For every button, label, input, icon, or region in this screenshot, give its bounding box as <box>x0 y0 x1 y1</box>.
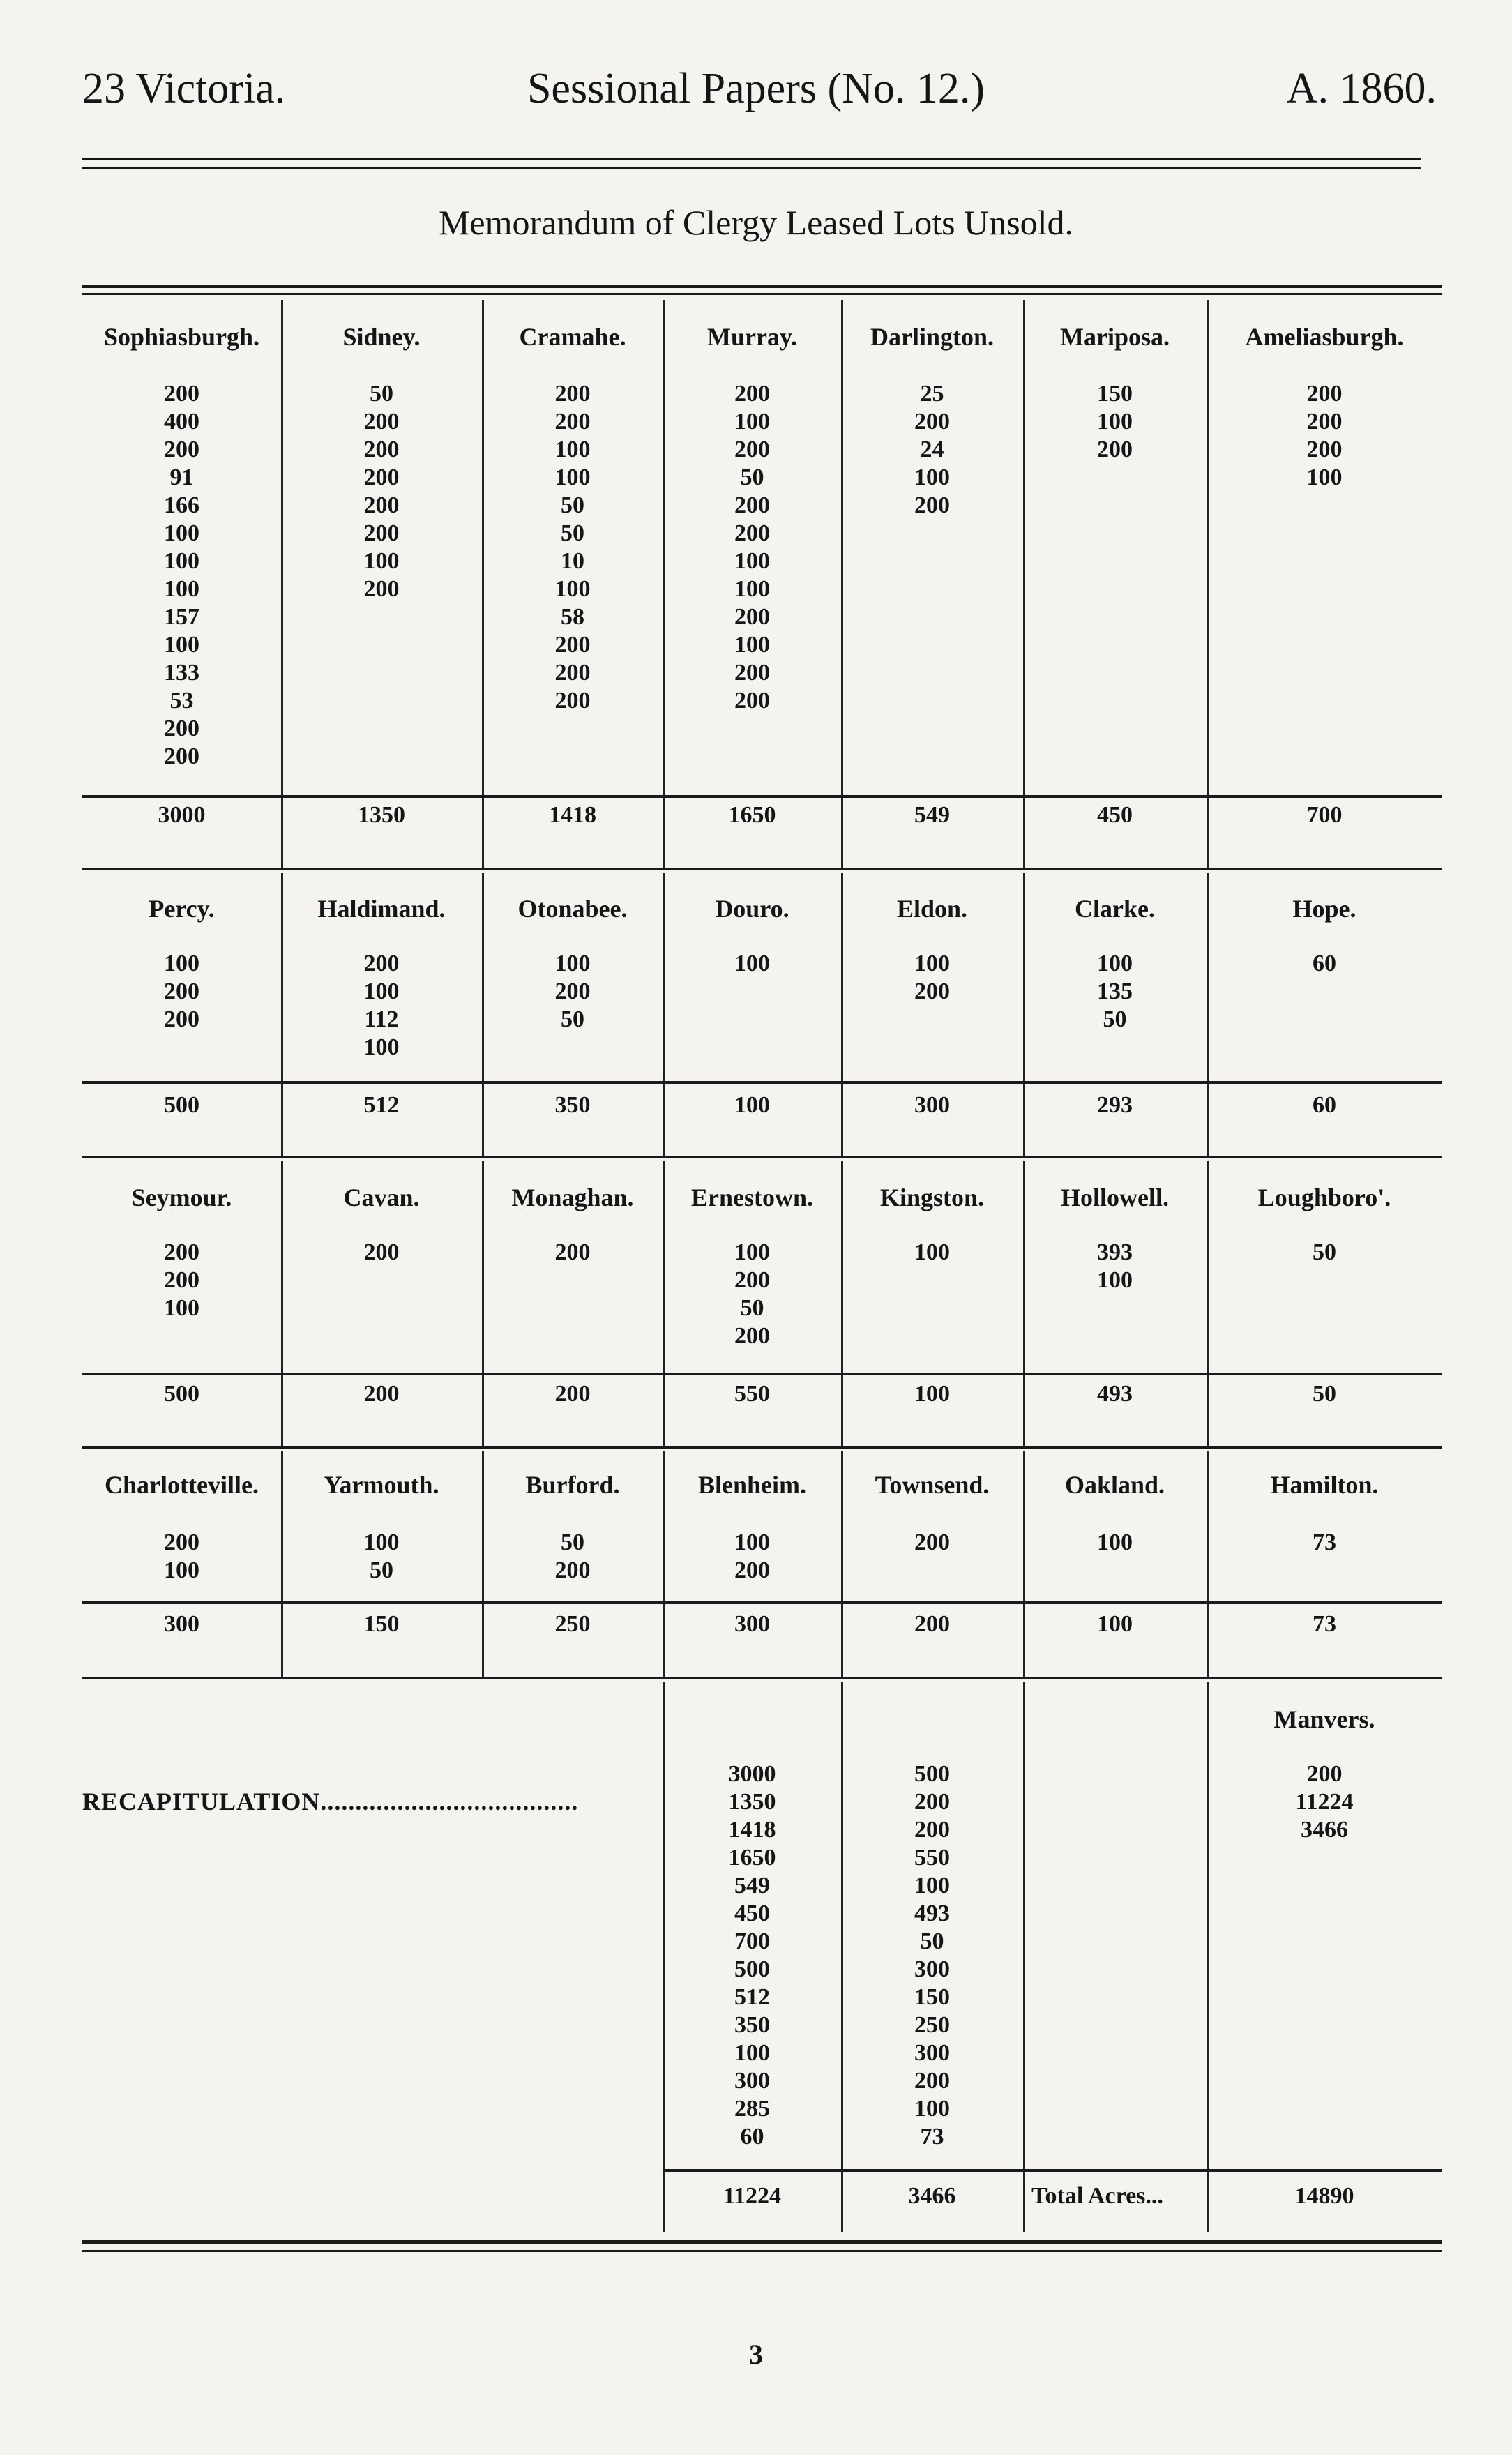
lot-acreage: 200 <box>734 520 770 546</box>
lot-acreage-list <box>841 380 1023 520</box>
township-total: 550 <box>734 1381 770 1407</box>
lot-acreage: 200 <box>734 660 770 686</box>
recap-value: 512 <box>734 1984 770 2010</box>
lot-acreage: 100 <box>554 464 591 490</box>
subtotal-rule <box>82 1373 1442 1375</box>
township-total: 549 <box>914 802 950 828</box>
recap-value-list <box>663 1760 841 2151</box>
recap-value: 1418 <box>728 1817 776 1843</box>
lot-acreage: 200 <box>554 1239 591 1265</box>
township-name: Sidney. <box>342 323 421 351</box>
lot-acreage: 200 <box>164 381 199 407</box>
township-name: Ameliasburgh. <box>1245 323 1404 351</box>
lot-acreage: 73 <box>1313 1529 1336 1555</box>
lot-acreage: 50 <box>1313 1239 1336 1265</box>
recap-value: 300 <box>914 2040 950 2066</box>
block-bottom-rule <box>82 1446 1442 1449</box>
lot-acreage: 100 <box>734 1529 770 1555</box>
township-total: 450 <box>1097 802 1133 828</box>
lot-acreage-list <box>1207 950 1442 978</box>
township-name: Oakland. <box>1064 1471 1165 1499</box>
lot-acreage: 135 <box>1097 979 1133 1004</box>
lot-acreage: 100 <box>164 576 199 602</box>
lot-acreage-list <box>841 1529 1023 1557</box>
lot-acreage: 50 <box>561 492 584 518</box>
recap-value-list <box>841 1760 1023 2151</box>
lot-acreage: 100 <box>164 1557 199 1583</box>
recap-value: 3000 <box>728 1761 776 1787</box>
subtotal-rule <box>82 795 1442 798</box>
lot-acreage: 200 <box>363 437 400 462</box>
lot-acreage-list <box>663 1529 841 1585</box>
township-name: Hamilton. <box>1270 1471 1379 1499</box>
township-name: Blenheim. <box>697 1471 806 1499</box>
recapitulation-label: RECAPITULATION..................................... <box>82 1788 579 1815</box>
lot-acreage: 200 <box>164 1529 199 1555</box>
recap-col2-total: 3466 <box>908 2183 956 2209</box>
recap-value: 1350 <box>728 1789 776 1815</box>
township-name: Charlotteville. <box>105 1471 259 1499</box>
lot-acreage: 100 <box>1097 951 1133 976</box>
lot-acreage: 200 <box>554 1557 591 1583</box>
township-name: Kingston. <box>879 1184 985 1211</box>
recap-value: 250 <box>914 2012 950 2038</box>
lot-acreage: 100 <box>554 951 591 976</box>
lot-acreage-list <box>1207 380 1442 492</box>
lot-acreage: 200 <box>1306 437 1343 462</box>
lot-acreage: 200 <box>1097 437 1133 462</box>
lot-acreage: 100 <box>1097 1529 1133 1555</box>
lot-acreage: 112 <box>364 1006 399 1032</box>
township-total: 300 <box>164 1611 199 1637</box>
recap-value: 450 <box>734 1901 770 1926</box>
lot-acreage: 200 <box>734 437 770 462</box>
lot-acreage-list <box>1207 1239 1442 1267</box>
lot-acreage: 100 <box>1097 409 1133 435</box>
recap-value: 73 <box>920 2124 944 2150</box>
township-name: Burford. <box>525 1471 620 1499</box>
lot-acreage: 100 <box>363 979 400 1004</box>
township-name: Douro. <box>715 895 789 923</box>
recap-value: 700 <box>734 1928 770 1954</box>
lot-acreage: 200 <box>554 632 591 658</box>
lot-acreage: 133 <box>164 660 199 686</box>
total-acres-label: Total Acres... <box>1031 2183 1163 2209</box>
block-bottom-rule <box>82 1677 1442 1679</box>
township-name: Percy. <box>149 895 215 923</box>
lot-acreage: 100 <box>734 632 770 658</box>
lot-acreage: 100 <box>164 632 199 658</box>
header-session: 23 Victoria. <box>82 65 286 112</box>
township-total: 200 <box>363 1381 400 1407</box>
township-total: 1350 <box>358 802 405 828</box>
lot-acreage: 200 <box>1306 381 1343 407</box>
lot-acreage: 100 <box>363 548 400 574</box>
recap-value: 60 <box>740 2124 764 2150</box>
lot-acreage: 200 <box>554 381 591 407</box>
lot-acreage-list <box>1023 1529 1207 1557</box>
lot-acreage-list <box>82 380 281 771</box>
manvers-value: 200 <box>1306 1761 1343 1787</box>
recap-value: 493 <box>914 1901 950 1926</box>
lot-acreage: 200 <box>164 1267 199 1293</box>
township-name: Loughboro'. <box>1257 1184 1391 1211</box>
township-name: Seymour. <box>131 1184 232 1211</box>
lot-acreage-list <box>281 950 482 1062</box>
recap-value: 200 <box>914 1789 950 1815</box>
lot-acreage-list <box>482 1529 663 1585</box>
lot-acreage: 200 <box>914 979 950 1004</box>
township-name: Eldon. <box>896 895 968 923</box>
lot-acreage: 100 <box>363 1034 400 1060</box>
lot-acreage-list <box>482 380 663 715</box>
lot-acreage-list <box>482 950 663 1034</box>
lot-acreage: 100 <box>554 576 591 602</box>
township-total: 73 <box>1313 1611 1336 1637</box>
lot-acreage-list <box>841 1239 1023 1267</box>
lot-acreage: 50 <box>561 1529 584 1555</box>
lot-acreage: 200 <box>734 1323 770 1349</box>
lot-acreage-list <box>82 1529 281 1585</box>
township-total: 493 <box>1097 1381 1133 1407</box>
lot-acreage: 100 <box>1097 1267 1133 1293</box>
lot-acreage: 200 <box>734 688 770 713</box>
township-name: Ernestown. <box>690 1184 813 1211</box>
recap-value: 300 <box>914 1956 950 1982</box>
lot-acreage: 100 <box>164 1295 199 1321</box>
township-name: Monaghan. <box>511 1184 634 1211</box>
lot-acreage: 200 <box>554 660 591 686</box>
township-total: 250 <box>554 1611 591 1637</box>
lot-acreage: 200 <box>363 576 400 602</box>
table-top-rule-2 <box>82 293 1442 295</box>
township-name: Darlington. <box>870 323 994 351</box>
lot-acreage-list <box>482 1239 663 1267</box>
recap-value: 550 <box>914 1845 950 1871</box>
lot-acreage: 200 <box>164 437 199 462</box>
lot-acreage: 100 <box>914 464 950 490</box>
header-title: Sessional Papers (No. 12.) <box>527 65 985 112</box>
lot-acreage: 100 <box>554 437 591 462</box>
recap-value: 200 <box>914 1817 950 1843</box>
lot-acreage: 400 <box>164 409 199 435</box>
township-name: Yarmouth. <box>324 1471 439 1499</box>
lot-acreage-list <box>663 380 841 715</box>
township-name: Clarke. <box>1075 895 1155 923</box>
lot-acreage: 60 <box>1313 951 1336 976</box>
township-total: 500 <box>164 1381 199 1407</box>
lot-acreage: 50 <box>370 1557 393 1583</box>
township-total: 512 <box>363 1092 400 1118</box>
lot-acreage: 50 <box>370 381 393 407</box>
lot-acreage: 200 <box>734 1267 770 1293</box>
lot-acreage-list <box>1023 1239 1207 1294</box>
lot-acreage-list <box>281 1529 482 1585</box>
township-total: 500 <box>164 1092 199 1118</box>
recap-value: 100 <box>734 2040 770 2066</box>
lot-acreage: 200 <box>164 743 199 769</box>
grand-total: 14890 <box>1294 2183 1354 2209</box>
lot-acreage-list <box>82 1239 281 1322</box>
lot-acreage: 200 <box>1306 409 1343 435</box>
township-name: Sophiasburgh. <box>103 323 260 351</box>
table-bottom-rule-2 <box>82 2250 1442 2252</box>
lot-acreage: 166 <box>164 492 199 518</box>
lot-acreage-list <box>1023 380 1207 464</box>
lot-acreage-list <box>1023 950 1207 1034</box>
township-total: 293 <box>1097 1092 1133 1118</box>
lot-acreage: 100 <box>164 951 199 976</box>
recap-value: 500 <box>914 1761 950 1787</box>
subtotal-rule <box>82 1081 1442 1084</box>
lot-acreage-list <box>281 380 482 603</box>
township-total: 100 <box>1097 1611 1133 1637</box>
recap-column-divider <box>1023 1682 1025 2232</box>
township-name: Otonabee. <box>517 895 628 923</box>
lot-acreage: 100 <box>734 548 770 574</box>
recap-value: 1650 <box>728 1845 776 1871</box>
header-year: A. 1860. <box>1286 65 1437 112</box>
lot-acreage-list <box>663 950 841 978</box>
lot-acreage: 100 <box>734 409 770 435</box>
recap-value: 100 <box>914 1873 950 1898</box>
lot-acreage: 157 <box>164 604 199 630</box>
block-bottom-rule <box>82 1156 1442 1158</box>
lot-acreage: 200 <box>164 979 199 1004</box>
township-name: Murray. <box>707 323 797 351</box>
lot-acreage: 150 <box>1097 381 1133 407</box>
recap-value: 285 <box>734 2096 770 2122</box>
township-name: Hollowell. <box>1061 1184 1169 1211</box>
lot-acreage: 200 <box>914 1529 950 1555</box>
township-total: 1650 <box>728 802 776 828</box>
block-bottom-rule <box>82 868 1442 870</box>
lot-acreage: 200 <box>164 1006 199 1032</box>
lot-acreage: 200 <box>363 520 400 546</box>
lot-acreage: 200 <box>164 716 199 741</box>
table-bottom-rule <box>82 2240 1442 2244</box>
township-total: 150 <box>363 1611 400 1637</box>
township-name: Mariposa. <box>1060 323 1170 351</box>
lot-acreage: 200 <box>363 1239 400 1265</box>
lot-acreage: 200 <box>554 409 591 435</box>
lot-acreage: 200 <box>363 464 400 490</box>
lot-acreage: 200 <box>914 492 950 518</box>
lot-acreage: 200 <box>554 688 591 713</box>
lot-acreage-list <box>1207 1529 1442 1557</box>
lot-acreage-list <box>841 950 1023 1006</box>
recap-value: 300 <box>734 2068 770 2094</box>
township-name: Townsend. <box>875 1471 990 1499</box>
recap-total-rule <box>663 2169 1442 2172</box>
recap-value: 100 <box>914 2096 950 2122</box>
lot-acreage: 100 <box>734 1239 770 1265</box>
lot-acreage: 200 <box>734 1557 770 1583</box>
clergy-lots-table <box>82 0 1442 2455</box>
manvers-value: 3466 <box>1301 1817 1348 1843</box>
lot-acreage-list <box>281 1239 482 1267</box>
lot-acreage: 200 <box>734 381 770 407</box>
lot-acreage: 53 <box>169 688 194 713</box>
recap-value: 200 <box>914 2068 950 2094</box>
lot-acreage: 100 <box>1306 464 1343 490</box>
subtotal-rule <box>82 1601 1442 1604</box>
lot-acreage: 100 <box>734 576 770 602</box>
lot-acreage: 91 <box>169 464 194 490</box>
recap-col1-total: 11224 <box>723 2183 782 2209</box>
lot-acreage: 100 <box>164 548 199 574</box>
lot-acreage: 200 <box>363 951 400 976</box>
lot-acreage: 100 <box>734 951 770 976</box>
township-total: 700 <box>1306 802 1343 828</box>
lot-acreage: 24 <box>920 437 944 462</box>
lot-acreage: 200 <box>914 409 950 435</box>
memo-title: Memorandum of Clergy Leased Lots Unsold. <box>438 203 1074 242</box>
township-name-manvers: Manvers. <box>1273 1705 1375 1733</box>
township-name: Hope. <box>1292 895 1356 923</box>
township-total: 200 <box>914 1611 950 1637</box>
lot-acreage-list <box>82 950 281 1034</box>
township-total: 50 <box>1313 1381 1336 1407</box>
recap-value: 500 <box>734 1956 770 1982</box>
township-total: 300 <box>914 1092 950 1118</box>
township-name: Cavan. <box>343 1184 420 1211</box>
lot-acreage-list <box>663 1239 841 1350</box>
lot-acreage: 58 <box>561 604 584 630</box>
township-total: 300 <box>734 1611 770 1637</box>
lot-acreage: 200 <box>164 1239 199 1265</box>
recap-value: 50 <box>920 1928 944 1954</box>
lot-acreage: 10 <box>561 548 584 574</box>
township-total: 1418 <box>549 802 596 828</box>
lot-acreage: 50 <box>561 1006 584 1032</box>
township-total: 100 <box>914 1381 950 1407</box>
lot-acreage: 200 <box>363 492 400 518</box>
table-top-rule <box>82 285 1442 288</box>
township-name: Haldimand. <box>317 895 446 923</box>
lot-acreage: 200 <box>554 979 591 1004</box>
lot-acreage: 50 <box>740 464 764 490</box>
township-total: 60 <box>1313 1092 1336 1118</box>
lot-acreage: 50 <box>561 520 584 546</box>
lot-acreage: 100 <box>164 520 199 546</box>
lot-acreage: 100 <box>914 951 950 976</box>
lot-acreage: 200 <box>734 492 770 518</box>
recap-value: 150 <box>914 1984 950 2010</box>
recap-value: 549 <box>734 1873 770 1898</box>
manvers-value-list <box>1207 1760 1442 1844</box>
township-total: 350 <box>554 1092 591 1118</box>
lot-acreage: 100 <box>914 1239 950 1265</box>
lot-acreage: 393 <box>1097 1239 1133 1265</box>
lot-acreage: 50 <box>740 1295 764 1321</box>
township-name: Cramahe. <box>519 323 626 351</box>
township-total: 100 <box>734 1092 770 1118</box>
manvers-value: 11224 <box>1295 1789 1354 1815</box>
lot-acreage: 200 <box>363 409 400 435</box>
township-total: 200 <box>554 1381 591 1407</box>
lot-acreage: 200 <box>734 604 770 630</box>
lot-acreage: 100 <box>363 1529 400 1555</box>
recap-value: 350 <box>734 2012 770 2038</box>
lot-acreage: 50 <box>1103 1006 1127 1032</box>
page-number: 3 <box>749 2339 763 2370</box>
lot-acreage: 25 <box>920 381 944 407</box>
township-total: 3000 <box>158 802 206 828</box>
